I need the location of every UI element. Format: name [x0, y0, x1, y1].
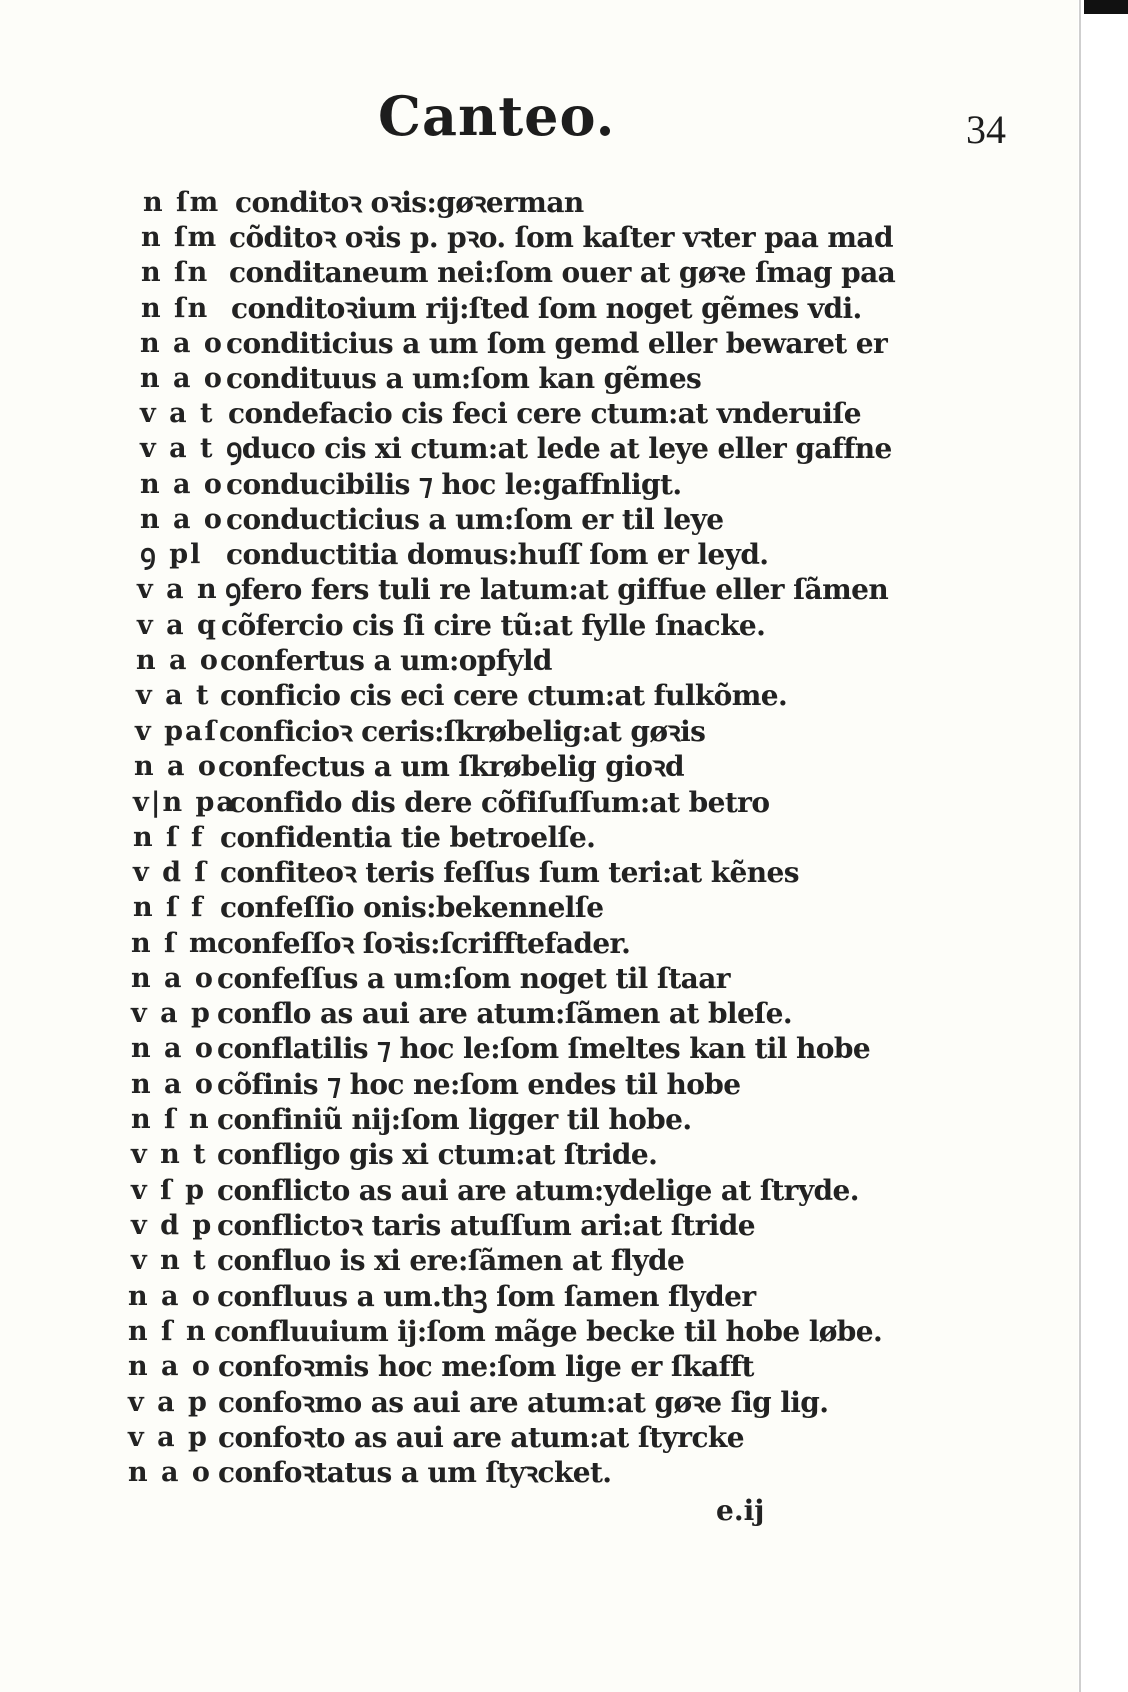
grammar-code: v ſ p: [131, 1175, 206, 1206]
grammar-code: v|n pa: [133, 787, 236, 818]
grammar-code: n a o: [136, 645, 220, 676]
grammar-code: n ſm: [141, 222, 219, 253]
grammar-code: n a o: [140, 504, 224, 535]
grammar-code: v d ſ: [133, 857, 208, 888]
entry-text: conditaneum nei:ſom ouer at gøꝛe ſmag paa: [229, 256, 896, 289]
entry-text: conditoꝛium rij:ſted ſom noget gẽmes vdi.: [231, 292, 862, 325]
grammar-code: v a q: [137, 610, 218, 641]
grammar-code: n ſ n: [131, 1104, 211, 1135]
entry-text: conditicius a um ſom gemd eller bewaret er: [226, 327, 888, 360]
grammar-code: v a t: [140, 398, 215, 429]
grammar-code: v n t: [131, 1245, 208, 1276]
entry-text: conflo as aui are atum:ſãmen at bleſe.: [217, 997, 792, 1030]
entry-text: confiteoꝛ teris feſſus ſum teri:at kẽnes: [220, 856, 799, 889]
entry-text: ꝯfero fers tuli re latum:at giffue eller ſãmen: [225, 573, 889, 606]
grammar-code: n ſ m: [131, 928, 220, 959]
grammar-code: n a o: [140, 469, 224, 500]
grammar-code: n ſ f: [133, 822, 205, 853]
entry-text: confoꝛtatus a um ſtyꝛcket.: [218, 1456, 612, 1489]
grammar-code: v n t: [131, 1139, 208, 1170]
entry-text: confoꝛto as aui are atum:at ſtyrcke: [218, 1421, 744, 1454]
grammar-code: ꝯ pl: [140, 539, 203, 570]
entry-text: conditoꝛ oꝛis:gøꝛerman: [235, 186, 584, 219]
entry-text: confoꝛmo as aui are atum:at gøꝛe ſig lig.: [218, 1386, 829, 1419]
grammar-code: n a o: [131, 1069, 215, 1100]
grammar-code: n a o: [140, 363, 224, 394]
grammar-code: n a o: [131, 1033, 215, 1064]
grammar-code: v d p: [131, 1210, 214, 1241]
grammar-code: v a p: [128, 1387, 209, 1418]
entry-text: condefacio cis feci cere ctum:at vnderuiſe: [228, 397, 861, 430]
entry-text: conficioꝛ ceris:ſkrøbelig:at gøꝛis: [219, 715, 706, 748]
grammar-code: n ſ n: [128, 1316, 208, 1347]
grammar-code: n a o: [128, 1281, 212, 1312]
entry-text: confiniũ nij:ſom ligger til hobe.: [217, 1103, 692, 1136]
entry-text: confeſſus a um:ſom noget til ſtaar: [217, 962, 730, 995]
entry-text: conflicto as aui are atum:ydelige at ſtryde.: [217, 1174, 859, 1207]
grammar-code: n a o: [128, 1351, 212, 1382]
grammar-code: n ſn: [141, 293, 210, 324]
entry-text: confertus a um:opfyld: [220, 644, 552, 677]
page-number: 34: [966, 107, 1006, 152]
entry-text: conflictoꝛ taris atuſſum ari:at ſtride: [217, 1209, 755, 1242]
grammar-code: n a o: [134, 751, 218, 782]
scan-margin: [1078, 0, 1128, 1692]
entry-text: confidentia tie betroelſe.: [220, 821, 596, 854]
grammar-code: n a o: [131, 963, 215, 994]
entry-text: cõditoꝛ oꝛis p. pꝛo. ſom kaſter vꝛter paa mad: [229, 221, 893, 254]
entry-text: confligo gis xi ctum:at ſtride.: [217, 1138, 658, 1171]
entry-text: confluuium ij:ſom mãge becke til hobe løbe.: [214, 1315, 883, 1348]
entry-text: confido dis dere cõfiſuſſum:at betro: [229, 786, 770, 819]
grammar-code: v a t: [136, 680, 211, 711]
signature-mark: e.ij: [716, 1494, 765, 1527]
grammar-code: v a p: [128, 1422, 209, 1453]
page-edge: [1079, 0, 1081, 1692]
entry-text: confoꝛmis hoc me:ſom lige er ſkafft: [218, 1350, 754, 1383]
grammar-code: n ſm: [143, 187, 221, 218]
grammar-code: v a t: [140, 433, 215, 464]
running-head: Canteo.: [378, 84, 616, 148]
grammar-code: v paſ: [135, 716, 219, 747]
entry-text: cõfercio cis ſi cire tũ:at fylle ſnacke.: [221, 609, 766, 642]
entry-text: ꝯduco cis xi ctum:at lede at leye eller gaffne: [226, 432, 892, 465]
entry-text: conflatilis ⁊ hoc le:ſom ſmeltes kan til hobe: [217, 1032, 871, 1065]
entry-text: confectus a um ſkrøbelig gioꝛd: [218, 750, 685, 783]
entry-text: cõfinis ⁊ hoc ne:ſom endes til hobe: [217, 1068, 741, 1101]
grammar-code: v a n: [137, 574, 219, 605]
entry-text: condituus a um:ſom kan gẽmes: [226, 362, 702, 395]
entry-text: confeſſoꝛ ſoꝛis:ſcrifftefader.: [217, 927, 631, 960]
grammar-code: n ſ f: [133, 892, 205, 923]
grammar-code: v a p: [131, 998, 212, 1029]
entry-text: confluo is xi ere:ſãmen at flyde: [217, 1244, 685, 1277]
grammar-code: n a o: [128, 1457, 212, 1488]
entry-text: conducibilis ⁊ hoc le:gaffnligt.: [226, 468, 682, 501]
entry-text: confluus a um.thꝫ ſom ſamen flyder: [217, 1280, 756, 1313]
entry-text: conducticius a um:ſom er til leye: [226, 503, 724, 536]
entry-text: confeſſio onis:bekennelſe: [220, 891, 604, 924]
grammar-code: n a o: [140, 328, 224, 359]
scan-corner-mark: [1084, 0, 1128, 14]
entry-text: conficio cis eci cere ctum:at fulkõme.: [220, 679, 788, 712]
entry-text: conductitia domus:huſſ ſom er leyd.: [226, 538, 769, 571]
grammar-code: n ſn: [141, 257, 210, 288]
